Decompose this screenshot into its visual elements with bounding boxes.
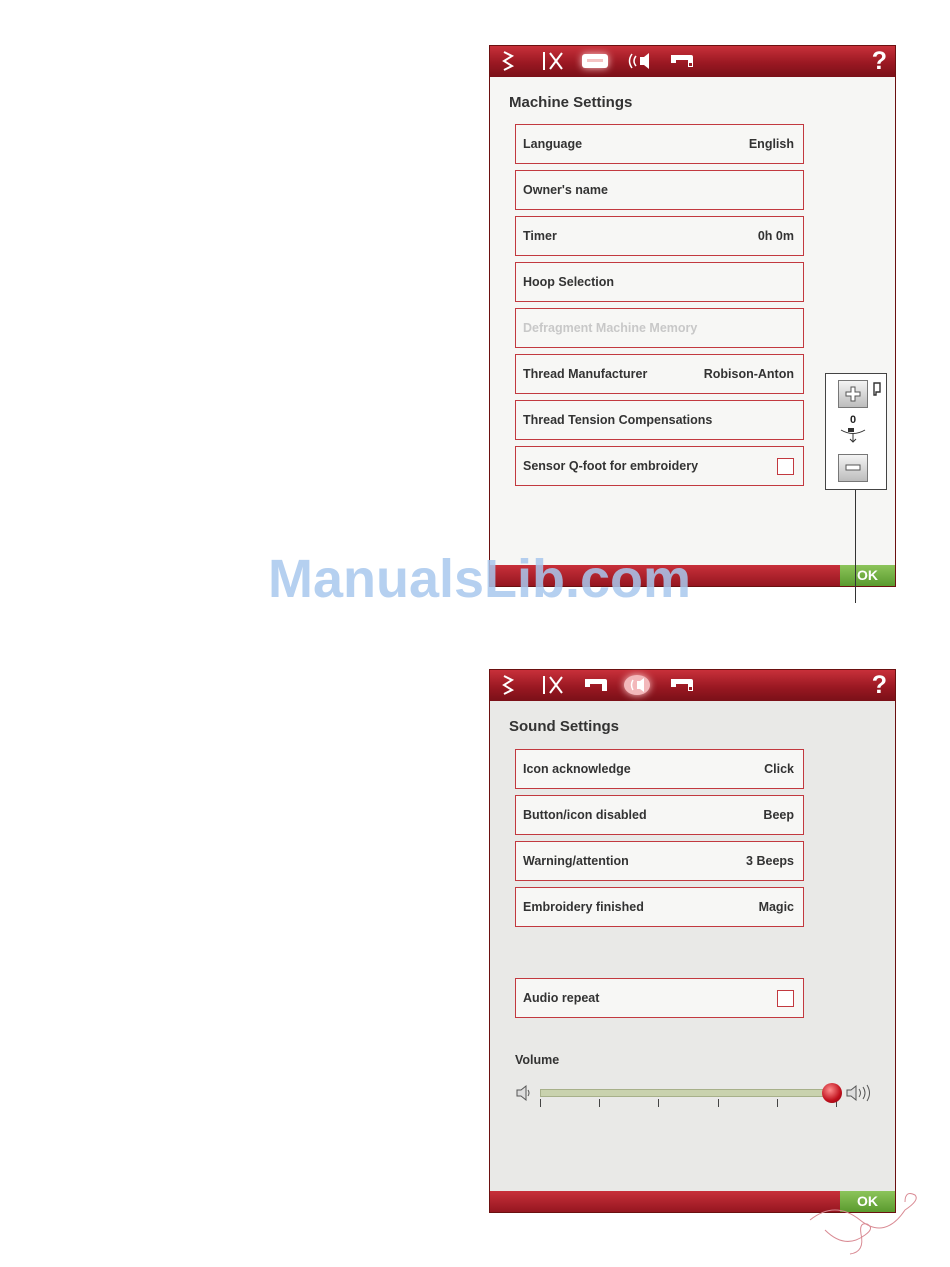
row-label: Warning/attention	[523, 854, 629, 868]
watermark: ManualsLib.com	[268, 549, 692, 609]
scissors-icon[interactable]	[540, 673, 566, 697]
embroidery-machine-icon[interactable]	[668, 49, 696, 73]
stitch-icon[interactable]	[498, 673, 518, 697]
scissors-icon[interactable]	[540, 49, 566, 73]
row-value: 3 Beeps	[746, 854, 794, 868]
setting-row-thread-manufacturer[interactable]	[515, 354, 804, 394]
row-label: Button/icon disabled	[523, 808, 647, 822]
setting-row-owners-name[interactable]	[515, 170, 804, 210]
row-value: Click	[764, 762, 794, 776]
presser-foot-icon	[872, 382, 884, 396]
sound-settings-tab-icon[interactable]	[622, 673, 652, 697]
page-title: Machine Settings	[509, 94, 633, 111]
sound-settings-panel	[489, 669, 896, 1213]
row-value: 0h 0m	[757, 229, 794, 243]
plus-icon	[845, 386, 861, 402]
row-label: Thread Manufacturer	[523, 367, 648, 381]
top-toolbar	[490, 670, 895, 701]
setting-row-timer[interactable]	[515, 216, 804, 256]
setting-row-thread-tension[interactable]	[515, 400, 804, 440]
setting-row-sensor-q-foot	[515, 446, 804, 486]
setting-row-hoop-selection[interactable]	[515, 262, 804, 302]
setting-row-warning-attention[interactable]	[515, 841, 804, 881]
row-label: Timer	[523, 229, 557, 243]
volume-tick	[599, 1099, 600, 1107]
row-label: Hoop Selection	[523, 275, 614, 289]
stitch-icon[interactable]	[498, 49, 518, 73]
volume-tick	[718, 1099, 719, 1107]
setting-row-button-disabled[interactable]	[515, 795, 804, 835]
speaker-low-icon[interactable]	[514, 1083, 534, 1103]
setting-row-language[interactable]	[515, 124, 804, 164]
row-label: Sensor Q-foot for embroidery	[523, 459, 699, 473]
machine-icon[interactable]	[582, 673, 610, 697]
foot-height-indicator-icon	[838, 427, 868, 443]
machine-settings-panel	[489, 45, 896, 587]
setting-row-icon-acknowledge[interactable]	[515, 749, 804, 789]
row-value: Beep	[763, 808, 794, 822]
volume-slider-track[interactable]	[540, 1089, 836, 1097]
row-label: Audio repeat	[523, 991, 600, 1005]
row-value: Robison-Anton	[703, 367, 794, 381]
embroidery-machine-icon[interactable]	[668, 673, 696, 697]
row-label: Icon acknowledge	[523, 762, 631, 776]
plus-button[interactable]	[838, 380, 868, 408]
row-label: Owner's name	[523, 183, 608, 197]
ok-button[interactable]: OK	[840, 1191, 895, 1212]
volume-tick	[777, 1099, 778, 1107]
help-icon[interactable]: ?	[871, 671, 887, 699]
top-toolbar	[490, 46, 895, 77]
row-value: English	[748, 137, 794, 151]
minus-button[interactable]	[838, 454, 868, 482]
ok-button[interactable]: OK	[840, 565, 895, 586]
volume-label: Volume	[515, 1053, 560, 1067]
volume-tick	[540, 1099, 541, 1107]
machine-settings-tab-icon[interactable]	[580, 49, 610, 73]
setting-row-audio-repeat	[515, 978, 804, 1018]
presser-foot-height-control	[825, 373, 887, 490]
callout-line	[855, 490, 856, 603]
speaker-high-icon[interactable]	[844, 1083, 874, 1103]
help-icon[interactable]: ?	[871, 47, 887, 75]
page-title: Sound Settings	[509, 718, 619, 735]
volume-slider-knob[interactable]	[822, 1083, 842, 1103]
presser-foot-value: 0	[849, 414, 857, 426]
sound-icon[interactable]	[626, 49, 652, 73]
volume-tick	[658, 1099, 659, 1107]
audio-repeat-checkbox[interactable]	[777, 990, 794, 1007]
row-label: Embroidery finished	[523, 900, 644, 914]
sensor-q-foot-checkbox[interactable]	[777, 458, 794, 475]
minus-icon	[845, 464, 861, 472]
decorative-swirl-icon	[805, 1190, 925, 1260]
setting-row-defragment	[515, 308, 804, 348]
row-label: Language	[523, 137, 583, 151]
setting-row-embroidery-finished[interactable]	[515, 887, 804, 927]
row-value: Magic	[758, 900, 794, 914]
row-label: Defragment Machine Memory	[523, 321, 698, 335]
row-label: Thread Tension Compensations	[523, 413, 713, 427]
